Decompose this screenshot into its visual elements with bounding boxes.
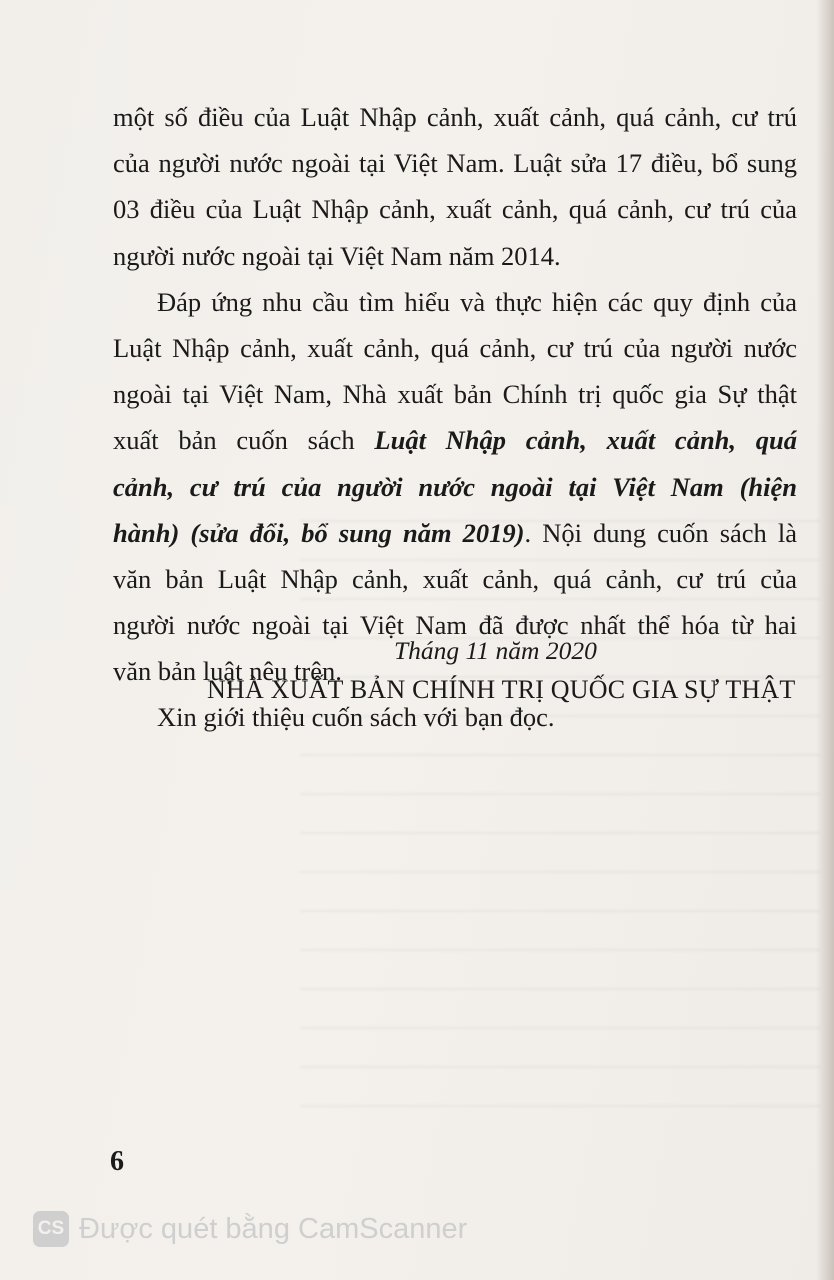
text-line: người nước ngoài tại Việt Nam đã được nhất thể hóa từ hai [113,610,797,641]
text-line: Đáp ứng nhu cầu tìm hiểu và thực hiện các quy định của [157,286,797,317]
publication-date: Tháng 11 năm 2020 [394,636,597,665]
page-number: 6 [110,1146,124,1177]
text-line [113,417,797,463]
publisher-name: NHÀ XUẤT BẢN CHÍNH TRỊ QUỐC GIA SỰ THẬT [207,675,796,704]
camscanner-logo-icon: CS [33,1211,69,1247]
book-title-part: hành) (sửa đổi, bổ sung năm 2019) [113,517,525,548]
closing-line: Xin giới thiệu cuốn sách với bạn đọc. [157,702,555,733]
text-line: một số điều của Luật Nhập cảnh, xuất cảnh, quá cảnh, cư trú [113,102,797,132]
book-title-part: cảnh, cư trú của người nước ngoài tại Việt Nam (hiện [113,471,797,502]
text-plain: . Nội dung cuốn sách là [524,517,797,548]
text-line: 03 điều của Luật Nhập cảnh, xuất cảnh, quá cảnh, cư trú của [113,194,797,225]
text-line: văn bản luật nêu trên. [113,656,342,687]
text-line: của người nước ngoài tại Việt Nam. Luật sửa 17 điều, bổ sung [113,148,797,179]
camscanner-watermark [33,1209,467,1249]
book-title-part: Luật Nhập cảnh, xuất cảnh, quá [374,425,798,456]
text-line: ngoài tại Việt Nam, Nhà xuất bản Chính trị quốc gia Sự thật [113,379,797,410]
text-line: người nước ngoài tại Việt Nam năm 2014. [113,240,561,271]
text-plain: xuất bản cuốn sách [113,425,355,456]
page-edge-shadow [816,0,834,1280]
text-line: Luật Nhập cảnh, xuất cảnh, quá cảnh, cư trú của người nước [113,332,797,363]
text-line [113,510,797,556]
watermark-text: Được quét bằng CamScanner [79,1213,468,1245]
text-line: văn bản Luật Nhập cảnh, xuất cảnh, quá cảnh, cư trú của [113,563,797,594]
